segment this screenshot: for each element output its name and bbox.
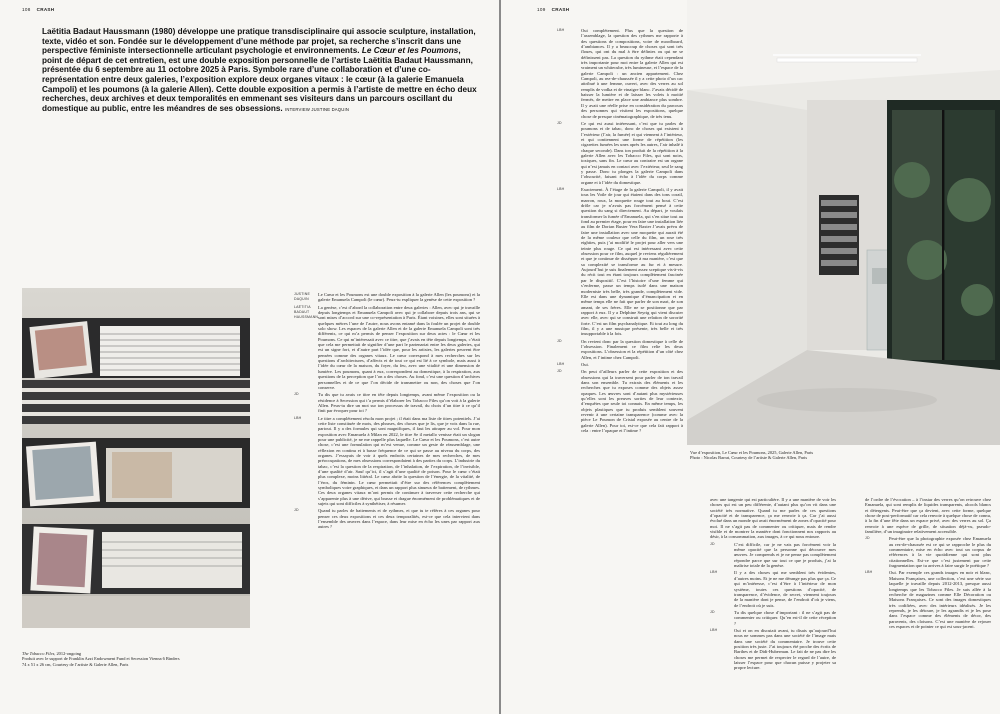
speaker-label: LAËTITIA BADAUT HAUSSMANN (294, 304, 319, 320)
right-page (501, 0, 1000, 714)
speaker-label: JUSTINE DAQUIN (294, 292, 310, 302)
magazine-name: CRASH (36, 7, 55, 12)
caption-line-1: , 2012-ongoing (54, 651, 82, 656)
lead-paragraph (42, 27, 480, 114)
question-text: Tu dis que tu avais ce titre en tête depuis longtemps, avant même l’exposition ou la résidence à Secession qui t’a permis d’élaborer les Tobacco Files qu’on voit à la galerie Allen. Peux-tu dire un mot sur ton processus de travail, du choix d’un titre à ce qu’il finit par évoquer pour toi ? (318, 392, 480, 414)
right-caption (690, 450, 930, 461)
left-folio (22, 7, 54, 12)
left-page (0, 0, 499, 714)
exhibition-title: Le Cœur et les Poumons (361, 46, 459, 56)
magazine-name: CRASH (551, 7, 570, 12)
answer-text: Oui. Par exemple ces grands images en noir et blanc, Maisons Françaises, une collection, c’est une série sur laquelle je travaille depuis 2012-2013, presque aussi longtemps que les Tobacco Files. Je suis allée à la recherche de magazines comme Elle Décoration ou Maisons Françaises. Ce sont des images domestiques très codifiées, avec des intérieurs idéalisés. Je les reprends, je les détoure, je les agrandis et je les pose dans l’espace comme des éléments de décor, des paravents, des cloisons. C’est une manière de rejouer ces espaces et de pointer ce qui est sous-jacent. (889, 570, 991, 629)
speaker-label: JD (557, 120, 562, 125)
speaker-label: LBH (557, 186, 565, 191)
right-text-column-2 (710, 497, 836, 707)
speaker-label: JD (865, 536, 870, 541)
speaker-label: LBH (710, 570, 718, 575)
answer-text: Oui et on en discutait avant, tu disais qu’aujourd’hui nous ne sommes pas dans une société de l’image mais dans une société du commentaire. Je trouve cette position très juste. J’ai toujours été proche des écrits de Barthes et de Didi-Huberman. Le fait de ne pas dire les choses me permet de respecter le regard de l’autre, de laisser l’espace pour que chacun puisse y projeter sa propre lecture. (734, 627, 836, 671)
answer-text: Le titre a complètement résolu mon projet ; il était dans ma liste de titres potentiels. J’ai cette liste constituée de mots, des phrases, des choses que je lis, que je vois dans la rue, partout. Il y a des formules qui sont magnifiques, il faut les attraper au vol. Pour mon exposition avec Emanuela à Milan en 2022, le titre Se il metallo venisse était un slogan pour une publicité, je ne me rappelle plus laquelle. Le Cœur et les Poumons, c’est autre chose, c’est une formulation qui m’est venue, comme un geste de réassemblage, une réflexion en continu et à basse fréquence de ce qui se passe au niveau du corps, des organes. J’essayais de voir à quels endroits certaines de mes recherches, de mes préoccupations, de mes obsessions correspondaient à des parties du corps. L’industrie du tabac, c’est la question de la respiration, de l’inhalation, de l’expiration, de l’invisible, d’une qualité d’air. Sauf qu’ici, il s’agit d’une qualité de poison. Pour le cœur c’était plus complexe, moins littéral. Le cœur abrite la question de l’énergie, de la vitalité, de l’éros, du féminin. Le cœur permettait d’être sur des références complètement symboliques voire graphiques, et dans un rapport plus sinueux de battement, de rythmes. Ces deux organes vitaux m’ont permis de continuer à traverser cette recherche qui s’apparente plus à une dérive, qui brasse et drague énormément de problématiques et de sujets qui sont difficiles à synthétiser, à résumer. (318, 415, 480, 507)
question-text: Quand tu parles de battements et de rythmes, et que tu te réfères à ces organes pour penser ces deux expositions et ces deux temporalités, est-ce que cela intervient dans l’ensemble des œuvres dans l’espace, dans leur mise en écho les unes par rapport aux autres ? (318, 508, 480, 530)
exhibition-view-photo (687, 0, 1000, 445)
speaker-label: LBH (865, 570, 873, 575)
question-text: C’est difficile, car je ne vais pas forcément voir la même opacité que la personne qui découvre mes œuvres. Je comprends et je ne pense pas complètement répondre parce que sur tout ce que je produis, j’ai la maîtrise totale de la genèse. (734, 541, 836, 569)
right-folio (537, 7, 569, 12)
page-number: 108 (22, 7, 31, 12)
answer-text: avec une tangente qui est particulière. Il y a une manière de voir les choses qui est un peu différente, d’autant plus qu’on vit dans une société très normative. Quand tu me parles de ces questions d’opacité et de transparence, ça me renvoie à ça. Car j’ai aussi évolué dans un monde qui avait énormément de zones d’opacité pour moi. Il ne s’agit pas de commenter ou critiquer, mais de rendre visible et de montrer la manière dont fonctionnent nos rapports au désir, à la consommation, aux images, à ce qui nous entoure. (710, 497, 836, 540)
caption-line-1: Vue d’exposition, Le Cœur et les Poumons, 2025, Galerie Allen, Paris (690, 450, 814, 455)
question-text: Peut-être que la photographie exposée chez Emanuela au rez-de-chaussée est ce qui se rapproche le plus du commentaire, mise en écho avec tout un corpus de références à la vie quotidienne qui sont plus citationnelles. Est-ce que c’est justement par cette fragmentation que tu arrives à faire surgir le poétique ? (889, 536, 991, 569)
question-text: On peut d’ailleurs parler de cette exposition et des obsessions qui la traversent pour parler de ton travail dans son ensemble. Tu extrais des éléments et les recherches que tu exposes comme des objets assez opaques. Les œuvres sont d’autant plus mystérieuses qu’elles sont les preuves sorties de leur contexte, d’enquêtes que seule toi connais. En même temps, les objets plastiques que tu produis semblent souvent revenir à une certaine transparence (comme avec la pièce Le Poumon de Cristal exposée au centre de la galerie Allen). Pour toi, est-ce que cela fait rapport à cela : entre l’opaque et l’intime ? (581, 369, 683, 434)
left-caption (22, 651, 262, 667)
speaker-label: JD (557, 338, 562, 343)
speaker-label: LBH (557, 361, 565, 366)
question-text: Tu dis quelque chose d’important : il ne s’agit pas de commenter ou critiquer. Qu’en est-il de cette réception ? (734, 609, 836, 626)
speaker-label: JD (710, 541, 715, 546)
right-text-column-1 (557, 28, 683, 448)
caption-line-3: 74 x 51 x 26 cm, Courtesy de l’artiste & Galerie Allen, Paris (22, 661, 129, 667)
answer-text: La genèse, c’est d’abord la collaboration entre deux galeries : Allen, avec qui je travaille depuis longtemps et Emanuela Campoli avec qui je collabore depuis trois ans, qui se sont mises d’accord sur une co-représentation à Paris. Étant voisines, elles sont situées à quelques mètres l’une de l’autre, nous avons entamé dans la foulée un projet de double solo show. Les espaces de la galerie Allen et de la galerie Emanuela Campoli sont très différents, ce qui m’a permis de penser l’exposition sur deux actes : le Cœur et les Poumons. Ce qui m’intéressait avec ce titre, que j’avais en tête depuis longtemps, c’était que cela me permettait de signifier d’une part le partenariat entre les deux galeries, qui est un signe fort, et d’autre part l’idée que, pour les artistes, les galeries peuvent être pensées comme des organes vitaux. Le cœur correspond à mes recherches sur les questions d’architectures, d’affects et de tout ce qui est lié à ce symbole, mais aussi à l’idée du cœur de la maison, du foyer, du feu, avec une vitalité et une dimension de lumière. Les poumons, quant à eux, correspondent au domestique, à la respiration, aux questions de la perception que l’on a des choses. Au fond, c’est une question d’archives personnelles et de ce que l’on décide de transmettre ou non, des choses que l’on conserve. (318, 304, 480, 390)
speaker-label: JD (710, 609, 715, 614)
tobacco-files-photo (22, 288, 250, 628)
answer-text: de l’ordre de l’évocation – à l’instar des verres qu’on retrouve chez Emanuela, qui sont remplis de liquides transparents, alcools blancs et détergents. Peut-être que ça devient, avec cette forme, quelque chose de post-performatif car cela renvoie à quelque chose de connu, à la fin d’une fête dans un espace privé, avec des verres au sol. Ça renvoie à une espèce de grille, de situation déjà-vu, pseudo-familière, d’un imaginaire relativement accessible. (865, 497, 991, 535)
caption-line-2: Photo : Nicolas Barrat, Courtesy de l’artiste & Galerie Allen, Paris (690, 455, 808, 461)
page-number: 109 (537, 7, 546, 12)
speaker-label: LBH (710, 627, 718, 632)
interview-credit: INTERVIEW JUSTINE DAQUIN (285, 106, 350, 112)
speaker-label: JD (557, 369, 562, 374)
caption-line-2: Produit avec le support de Franklin Azzi Endowment Fund et Secession Vienna 6 Binders (22, 656, 180, 662)
left-text-column: JUSTINE DAQUIN Le Cœur et les Poumons est une double exposition à la galerie Allen (les poumons) et la galerie Emanuela Campoli (le cœur). Peux-tu expliquer la genèse de cette exposition ? LAËTITIA BADAUT HAUSSMANN La genèse, c’est d’abord la collaboration entre deux galeries : Allen, avec qui je travaille depuis longtemps et Emanuela Campoli avec qui je collabore depuis trois ans, qui se sont mises d’accord sur une co-représentation à Paris. Étant voisines, elles sont situées à quelques mètres l’une de l’autre, nous avons entamé dans la foulée un projet de double solo show. Les espaces de la galerie Allen et de la galerie Emanuela Campoli sont très différents, ce qui m’a permis de penser l’exposition sur deux actes : le Cœur et les Poumons. Ce qui m’intéressait avec ce titre, que j’avais en tête depuis longtemps, c’était que cela me permettait de signifier d’une part le partenariat entre les deux galeries, qui est un signe fort, et d’autre part l’idée que, pour les artistes, les galeries peuvent être pensées comme des organes vitaux. Le cœur correspond à mes recherches sur les questions d’architectures, d’affects et de tout ce qui est lié à ce symbole, mais aussi à l’idée du cœur de la maison, du foyer, du feu, avec une vitalité et une dimension de lumière. Les poumons, quant à eux, correspondent au domestique, à la respiration, aux questions de la perception que l’on a des choses. Au fond, c’est une question d’archives personnelles et de ce que l’on décide de transmettre ou non, des choses que l’on conserve. JD Tu dis que tu avais ce titre en tête depuis longtemps, avant même l’exposition ou la résidence à Secession qui t’a permis d’élaborer les Tobacco Files qu’on voit à la galerie Allen. Peux-tu dire un mot sur ton processus de travail, du choix d’un titre à ce qu’il finit par évoquer pour toi ? LBH Le titre a complètement résolu mon projet ; il était dans ma liste de titres potentiels. J’ai cette liste constituée de mots, des phrases, des choses que je lis, que je vois dans la rue, partout. Il y a des formules qui sont magnifiques, il faut les attraper au vol. Pour mon exposition avec Emanuela à Milan en 2022, le titre Se il metallo venisse était un slogan pour une publicité, je ne me rappelle plus laquelle. Le Cœur et les Poumons, c’est autre chose, c’est une formulation qui m’est venue, comme un geste de réassemblage, une réflexion en continu et à basse fréquence de ce qui se passe au niveau du corps, des organes. J’essayais de voir à quels endroits certaines de mes recherches, de mes préoccupations, de mes obsessions correspondaient à des parties du corps. L’industrie du tabac, c’est la question de la respiration, de l’inhalation, de l’expiration, de l’invisible, d’une qualité d’air. Sauf qu’ici, il s’agit d’une qualité de poison. Pour le cœur c’était plus complexe, moins littéral. Le cœur abrite la question de l’énergie, de la vitalité, de l’éros, du féminin. Le cœur permettait d’être sur des références complètement symboliques voire graphiques, et dans un rapport plus sinueux de battement, de rythmes. Ces deux organes vitaux m’ont permis de continuer à traverser cette recherche qui s’apparente plus à une dérive, qui brasse et drague énormément de problématiques et de sujets qui sont difficiles à synthétiser, à résumer. JD Quand tu parles de battements et de rythmes, et que tu te réfères à ces organes pour penser ces deux expositions et ces deux temporalités, est-ce que cela intervient dans l’ensemble des œuvres dans l’espace, dans leur mise en écho les unes par rapport aux autres ? (294, 292, 480, 530)
question-text: On revient donc par la question domestique à celle de l’obsession. Finalement ce film relie les deux expositions. L’obsession et la répétition d’un côté chez Allen, et l’intime chez Campoli. (581, 338, 683, 360)
right-text-column-3 (865, 497, 991, 707)
answer-text: Oui. (581, 361, 589, 367)
lead-text-a: Laëtitia Badaut Haussmann (1980) développe une pratique transdisciplinaire qui associe sculpture, installation, texte, vidéo et son. Fondée sur le développement d’une méthode par projet, sa recherche s’inscrit dans une perspective féministe intersectionnelle articulant psychologie et environnements. (42, 27, 476, 56)
question-text: Le Cœur et les Poumons est une double exposition à la galerie Allen (les poumons) et la galerie Emanuela Campoli (le cœur). Peux-tu expliquer la genèse de cette exposition ? (318, 292, 480, 303)
answer-text: Exactement. À l’étage de la galerie Campoli, il y avait tous les Voile de jour qui étaient dans des tons corail, marron, roux, la moquette rouge tout au bout. C’est drôle car je n’avais pas forcément pensé à cette question du sang si directement. Au départ, je voulais transformer la fumée d’Emanuela, qui s’en situe tout au fond au premier étage, pour en faire une installation liée au film de Dorian Buster Vera Baxter J’avais prévu de faire une installation avec une moquette qui aurait été de la même couleur que celle du film, un rose très eighties, puis j’ai modifié le projet pour aller vers une teinte plus rouge. Ce qui est intéressant avec cette obsession pour ce film, auquel je reviens régulièrement et que je continue de disséquer à ma manière, c’est que sa complexité se transforme au fur et à mesure. Aujourd’hui je suis finalement assez sceptique vis-à-vis du récit tout en étant toujours complètement fascinée par le dispositif. C’est l’histoire d’une femme qui s’enferme, passe un temps isolé dans une maison moderniste très belle, très grande, complètement vide. Elle est dans une dynamique d’émancipation et en même temps elle ne fait que parler de son mari, de son amant, de ses frères. Elle ne se positionne que par rapport à eux. Il y a Delphine Seyrig qui vient discuter avec elle, avec qui se construit une relation de sororité forte. C’est un film psychanalytique. Et tout au long du film, il y a une musique présente, très belle et très insupportable à la fois. (581, 186, 683, 337)
answer-text: Il y a des choses qui me semblent très évidentes, d’autres moins. Et je ne me dérange pas plus que ça. Ce qui m’intéresse, c’est d’être à l’intérieur de mon système, toutes ces questions d’opacité, de transparence, d’évidence, de secret, viennent toujours de la manière dont je pense, de l’endroit d’où je viens, de l’endroit où je suis. (734, 570, 836, 608)
answer-text: Oui complètement. Plus que la question de l’assemblage, la question des rythmes me rapporte à des questions de compositions, voire de moodboard, d’ambiances. Il y a beaucoup de choses qui sont très floues, qui ont du mal à être définies ou qui ne se définissent pas. La question du rythme était cependant très importante pour moi entre la galerie Allen qui est vraiment un whitecube, très lumineuse, et l’espace de la galerie Campoli : un ancien appartement. Chez Campoli, au rez-de-chaussée il y a cette photo d’un cac attribué à une femme, ouvert, avec des verres au sol remplis de vodka et de vinaigre blanc. J’avais décidé de baisser la lumière et de laisser les volets à moitié fermés, de mettre en place une ambiance plus sombre. Il y avait une réelle prise en considération du parcours des personnes qui visitent les expositions, quelque chose de presque cinématographique, de très tenu. (581, 28, 683, 119)
question-text: Ce qui est aussi intéressant, c’est que tu parles de poumons et de tabac, donc de choses qui existent à l’extérieur (l’air, la fumée) et qui viennent à l’intérieur, et qui contiennent une forme de répétition (les cigarettes fumées les unes après les autres, l’air inhalé à chaque seconde). Dans ton produit de la répétition à la galerie Allen avec les Tobacco Files, qui sont noirs, toxiques, sans fin. Le cœur au contraire est un organe qui n’est jamais en contact avec l’extérieur, seul le sang y passe. Donc tu plonges la galerie Campoli dans l’obscurité, faisant écho à l’idée du corps comme organe et à l’idée du domestique. (581, 120, 683, 185)
speaker-label: LBH (557, 28, 565, 32)
caption-title: The Tobacco Files (22, 651, 55, 656)
lead-text-b: , point de départ de cet entretien, est une double exposition personnelle de l’artiste Laëtitia Badaut Haussmann, présentée du 6 septembre au 11 octobre 2025 à Paris. Symbole rare d’une collaboration et d’une co-représentation entre deux galeries, l’exposition explore deux organes vitaux : le cœur (à la galerie Emanuela Campoli) et les poumons (à la galerie Allen). Cette double exposition a permis à l’artiste de mettre en écho deux recherches, deux archives et deux temporalités en emmenant ses visiteurs dans un parcours oscillant du domestique au public, entre les méandres de ses obsessions. (42, 46, 477, 113)
